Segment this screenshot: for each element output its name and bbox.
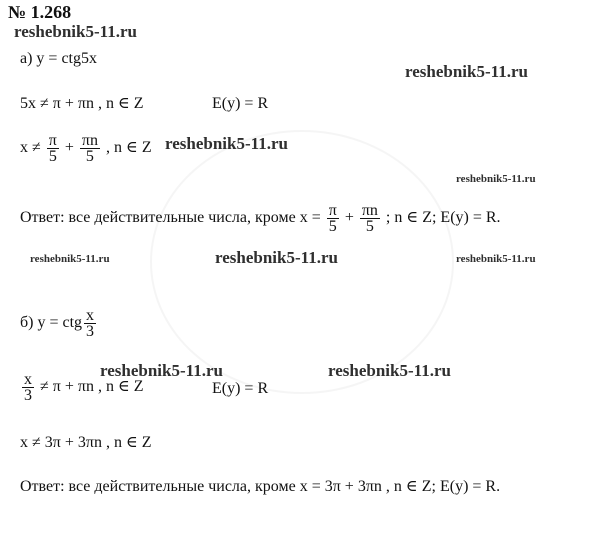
- domain-text: , n ∈ Z: [105, 139, 152, 157]
- fraction-denominator: 5: [80, 148, 100, 164]
- heading-text: б) y = ctg: [20, 314, 83, 332]
- fraction-numerator: x: [24, 371, 32, 388]
- watermark-text: reshebnik5-11.ru: [456, 253, 536, 265]
- plus-sign: +: [64, 139, 74, 157]
- part-a-answer: [20, 203, 501, 234]
- part-b-equation-1: [20, 372, 144, 403]
- watermark-text: reshebnik5-11.ru: [215, 248, 338, 267]
- watermark-text: reshebnik5-11.ru: [100, 361, 223, 380]
- watermark-text: reshebnik5-11.ru: [30, 253, 110, 265]
- watermark-text: reshebnik5-11.ru: [405, 62, 528, 81]
- part-a-range-1: E(y) = R: [212, 95, 269, 112]
- part-b-heading: [20, 308, 98, 339]
- part-b-equation-2: x ≠ 3π + 3πn , n ∈ Z: [20, 434, 152, 451]
- fraction-denominator: 3: [86, 323, 95, 340]
- fraction: [327, 203, 339, 234]
- watermark-text: reshebnik5-11.ru: [328, 361, 451, 380]
- watermark-text: reshebnik5-11.ru: [14, 22, 137, 41]
- part-a-equation-2: [20, 133, 152, 164]
- part-b-answer: Ответ: все действительные числа, кроме x = 3π + 3πn , n ∈ Z; E(y) = R.: [20, 478, 501, 495]
- fraction-numerator: πn: [361, 202, 378, 219]
- fraction-denominator: 5: [360, 218, 380, 234]
- fraction: [80, 133, 100, 164]
- fraction-denominator: 5: [327, 218, 339, 234]
- plus-sign: +: [344, 209, 354, 227]
- fraction-denominator: 3: [24, 387, 32, 404]
- part-a-equation-1: 5x ≠ π + πn , n ∈ Z: [20, 95, 144, 112]
- watermark-text: reshebnik5-11.ru: [165, 134, 288, 153]
- fraction-numerator: x: [86, 307, 95, 324]
- fraction: [47, 133, 59, 164]
- watermark-text: reshebnik5-11.ru: [456, 173, 536, 185]
- problem-number: № 1.268: [8, 2, 72, 22]
- part-b-range-1: E(y) = R: [212, 380, 269, 397]
- fraction: [22, 372, 34, 403]
- part-a-heading: а) y = ctg5x: [20, 50, 97, 67]
- answer-text: ; n ∈ Z; E(y) = R.: [385, 209, 501, 227]
- fraction-numerator: π: [328, 202, 337, 219]
- fraction: [360, 203, 380, 234]
- answer-text: Ответ: все действительные числа, кроме x =: [20, 209, 321, 227]
- fraction-numerator: π: [48, 132, 57, 149]
- relation-text: x ≠: [20, 139, 41, 157]
- fraction-denominator: 5: [47, 148, 59, 164]
- relation-text: ≠ π + πn , n ∈ Z: [40, 378, 144, 396]
- fraction: [84, 308, 96, 339]
- fraction-numerator: πn: [81, 132, 98, 149]
